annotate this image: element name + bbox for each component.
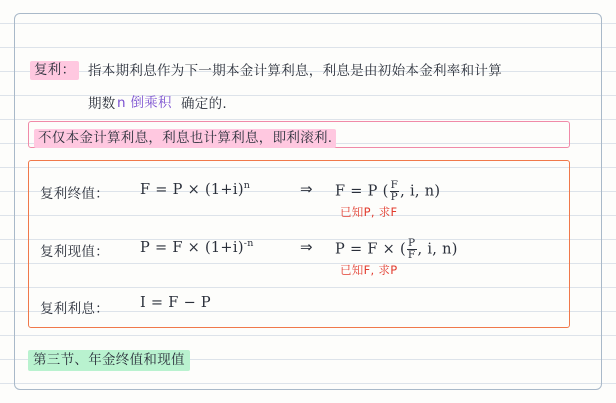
row-1-left-exponent: -n xyxy=(243,238,254,249)
row-1-label: 复利现值： xyxy=(40,244,109,260)
emphasis-line: 不仅本金计算利息，利息也计算利息，即利滚利. xyxy=(34,129,336,148)
row-0-label: 复利终值： xyxy=(40,186,109,202)
term-label-wrap xyxy=(30,58,79,78)
row-0-left-text: F = P × (1+i) xyxy=(140,181,244,198)
row-0-annotation: 已知P, 求F xyxy=(340,205,398,219)
row-1-frac-numerator: P xyxy=(408,237,416,249)
row-1-right-fraction xyxy=(407,238,417,261)
row-1-left xyxy=(140,238,254,256)
definition-line-2-part-a: 期数 xyxy=(88,96,116,112)
row-1-annotation: 已知F, 求P xyxy=(340,263,398,277)
row-1-left-text: P = F × (1+i) xyxy=(140,239,244,256)
definition-line-2-part-b: 确定的. xyxy=(181,96,227,112)
emphasis-line-wrap xyxy=(34,126,336,146)
row-2-left-text: I = F − P xyxy=(140,295,211,311)
row-2-label: 复利利息： xyxy=(40,301,109,317)
row-0-frac-numerator: F xyxy=(390,179,399,191)
section-heading: 第三节、年金终值和现值 xyxy=(28,350,190,371)
row-1-right-prefix: P = F × ( xyxy=(335,241,406,258)
row-1-frac-denominator: F xyxy=(407,249,416,262)
formula-box xyxy=(28,160,570,328)
row-0-right xyxy=(335,180,440,203)
row-0-left xyxy=(140,180,250,198)
term-label: 复利： xyxy=(30,61,79,80)
row-0-frac-denominator: P xyxy=(390,191,399,204)
definition-line-2-highlight: n 倒乘积 xyxy=(117,95,172,111)
row-0-right-suffix: , i, n) xyxy=(400,183,441,200)
section-heading-wrap xyxy=(28,348,190,368)
row-2-left xyxy=(140,295,211,311)
row-0-left-exponent: n xyxy=(243,180,251,191)
row-1-right-suffix: , i, n) xyxy=(417,241,458,258)
row-0-right-fraction xyxy=(390,180,400,203)
row-0-right-prefix: F = P ( xyxy=(335,183,389,200)
row-0-arrow: ⇒ xyxy=(300,180,313,198)
definition-line-1: 指本期利息作为下一期本金计算利息，利息是由初始本金利率和计算 xyxy=(88,63,502,79)
row-1-right xyxy=(335,238,458,261)
row-1-arrow: ⇒ xyxy=(300,238,313,256)
